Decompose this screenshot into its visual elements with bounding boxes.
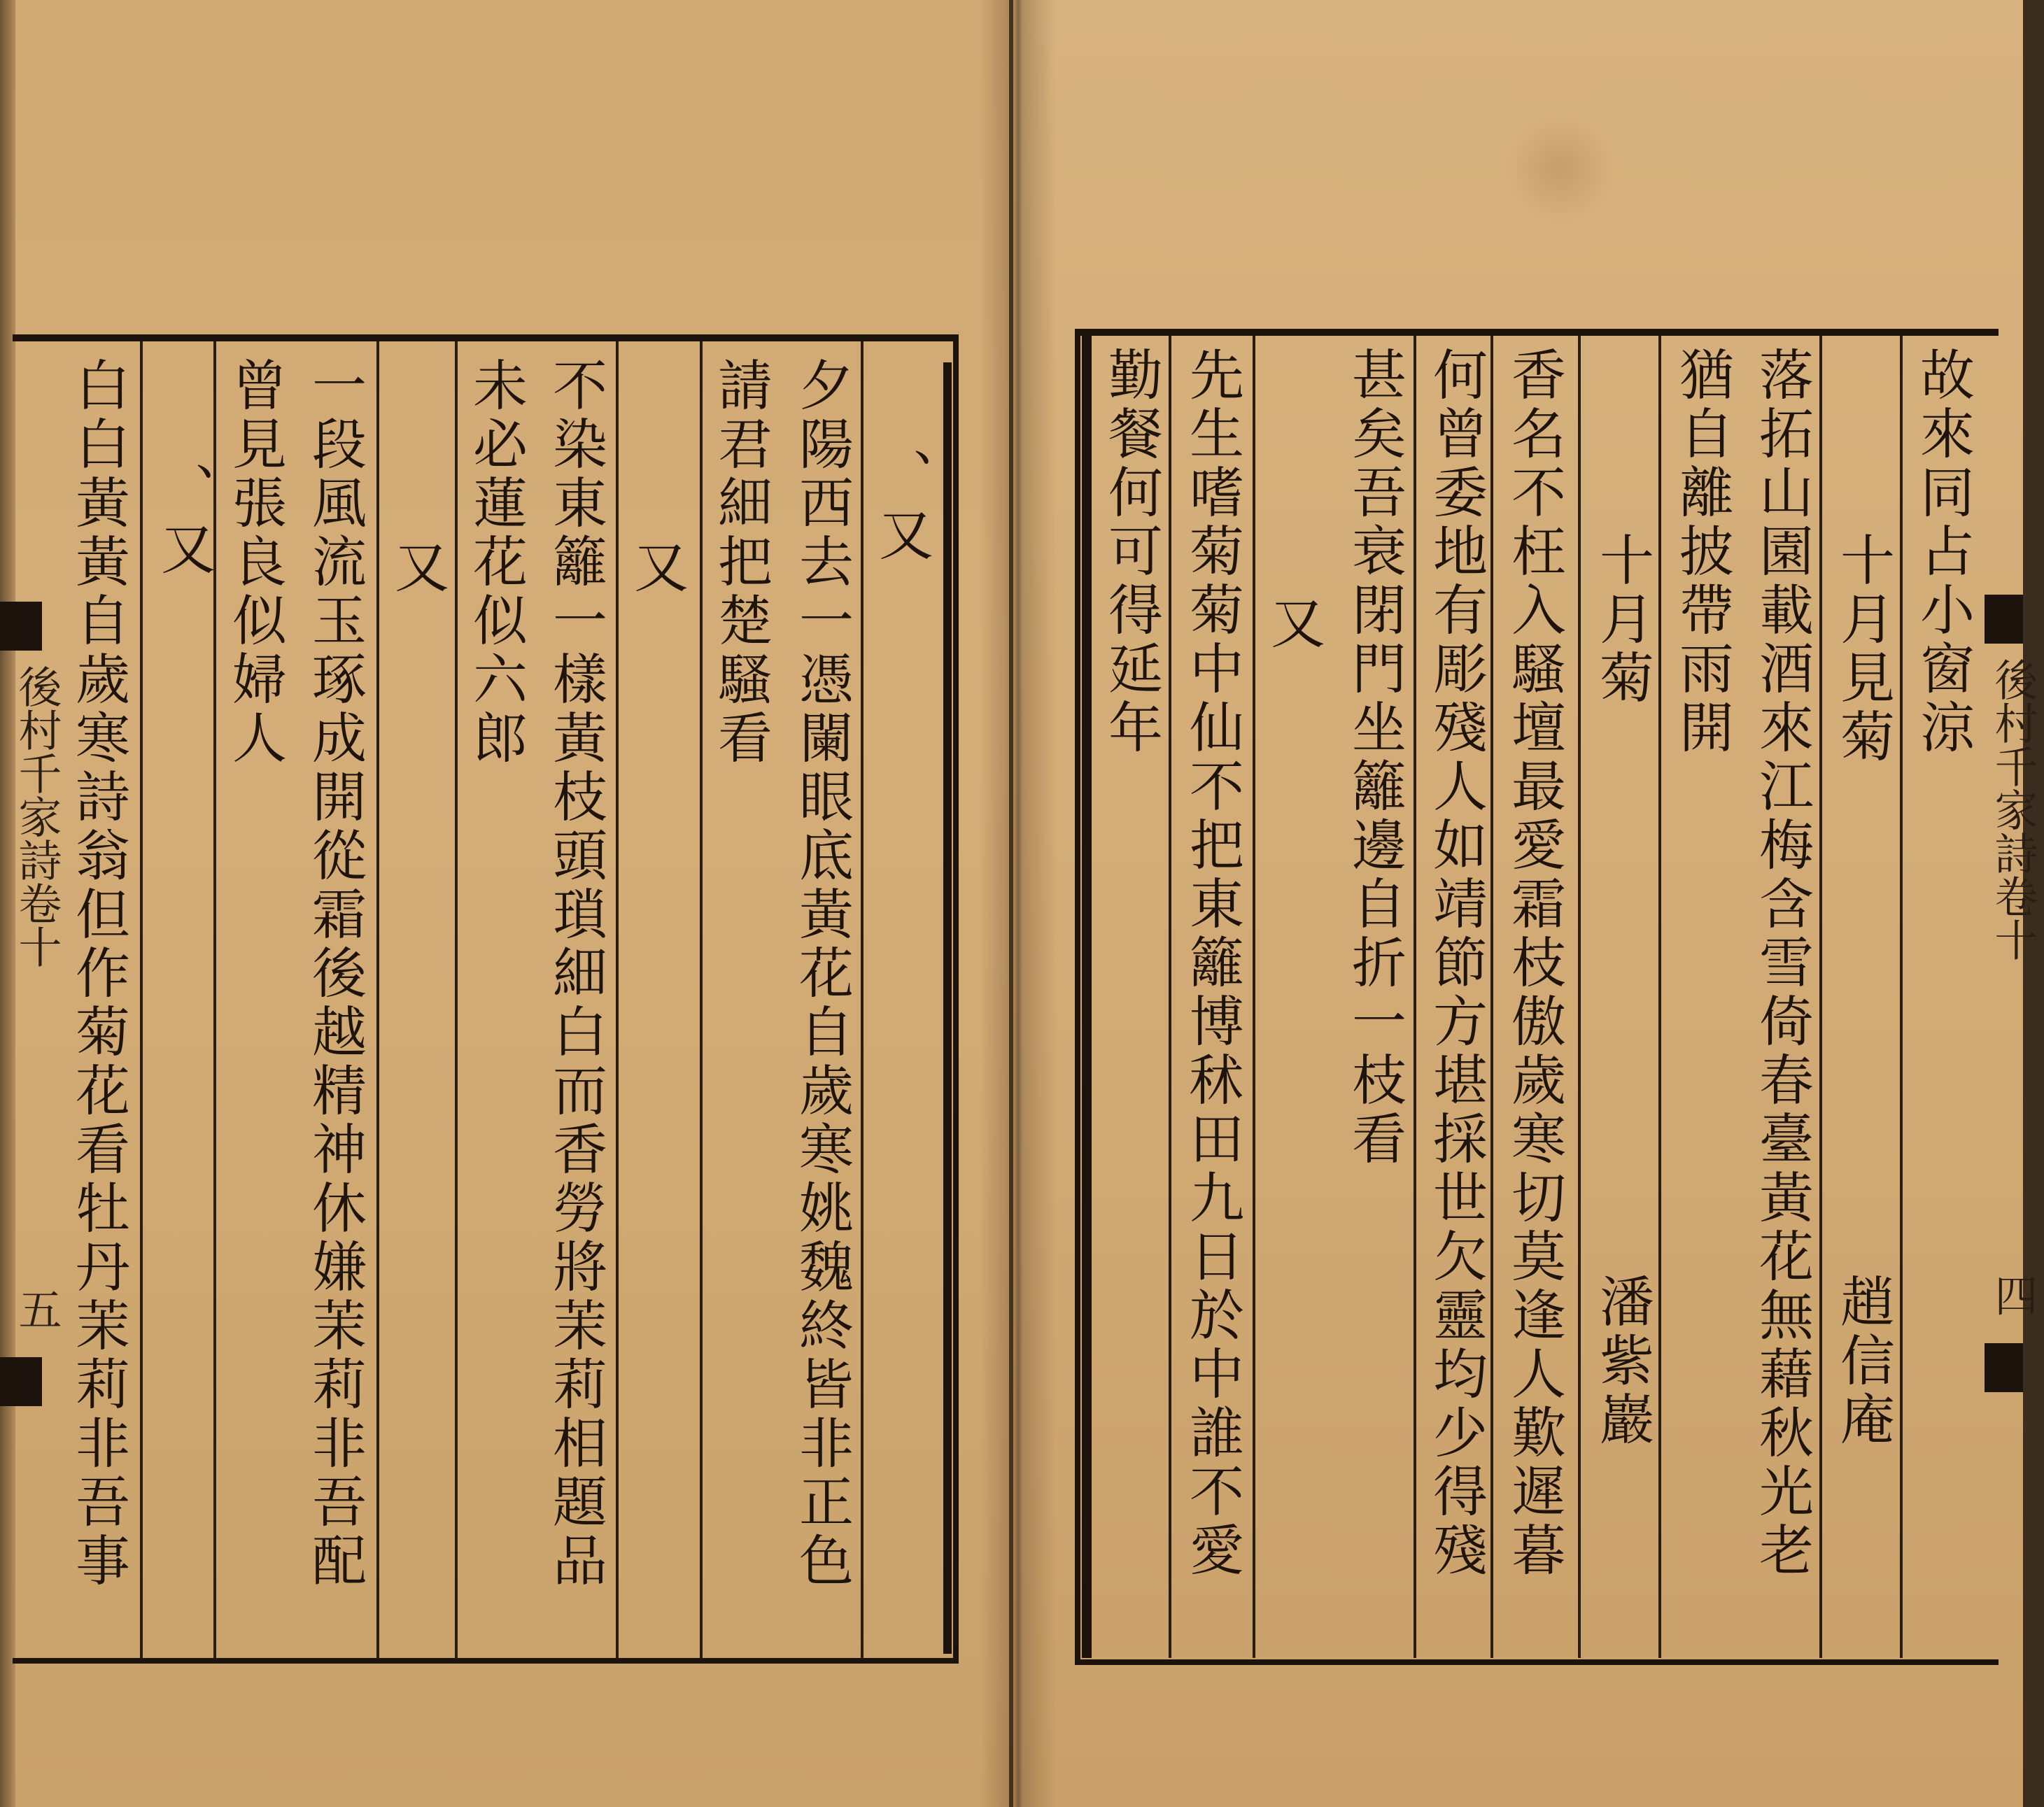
- verse-line: 落拓山園載酒來江梅含雪倚春臺黃花無藉秋光老: [1750, 346, 1813, 1580]
- verse-line: 香名不枉入騷壇最愛霜枝傲歲寒切莫逢人歎遲暮: [1502, 346, 1565, 1580]
- verse-line: 未必蓮花似六郎: [464, 357, 527, 768]
- poem-author: 潘紫巖: [1591, 1273, 1654, 1450]
- fishtail-mark: [0, 602, 42, 651]
- fishtail-mark: [1985, 595, 2023, 644]
- verse-line: 一段風流玉琢成開從霜後越精神休嫌茉莉非吾配: [303, 357, 366, 1591]
- verse-line: 夕陽西去一憑闌眼底黃花自歲寒姚魏終皆非正色: [790, 357, 853, 1591]
- column-rule: [1253, 336, 1255, 1658]
- verse-line: 不染東籬一樣黃枝頭瑣細白而香勞將茉莉相題品: [544, 357, 607, 1591]
- book-gutter: [980, 0, 1057, 1807]
- verse-heading: 又: [1262, 595, 1325, 653]
- left-frame-inner-edge: [943, 362, 952, 1654]
- verse-line: 請君細把楚騷看: [709, 357, 772, 768]
- verse-line: 曾見張良似婦人: [223, 357, 286, 768]
- column-rule: [1578, 336, 1581, 1658]
- verse-line: 何曾委地有彫殘人如靖節方堪採世欠靈均少得殘: [1424, 346, 1487, 1580]
- margin-title: 後村千家詩卷十: [11, 665, 62, 968]
- verse-heading: 、又: [152, 462, 215, 579]
- right-frame-inner-edge: [1082, 336, 1092, 1658]
- verse-line: 白白黃黃自歲寒詩翁但作菊花看牡丹茉莉非吾事: [66, 357, 129, 1591]
- poem-author: 趙信庵: [1831, 1273, 1894, 1450]
- verse-heading: 又: [386, 539, 449, 597]
- poem-title: 十月菊: [1591, 532, 1654, 708]
- verse-line: 先生嗜菊菊中仙不把東籬博秫田九日於中誰不愛: [1180, 346, 1243, 1580]
- folio-number: 四: [1987, 1273, 2038, 1317]
- poem-title: 十月見菊: [1831, 532, 1894, 767]
- verse-heading: 又: [625, 539, 688, 597]
- fishtail-mark: [1985, 1343, 2023, 1392]
- verse-heading: 、又: [870, 448, 933, 565]
- verse-line: 故來同占小窗涼: [1911, 346, 1974, 758]
- folio-number: 五: [11, 1287, 62, 1331]
- verse-line: 勤餐何可得延年: [1099, 346, 1162, 758]
- verse-line: 猶自離披帶雨開: [1670, 346, 1733, 758]
- fishtail-mark: [0, 1357, 42, 1406]
- verse-line: 甚矣吾衰閉門坐籬邊自折一枝看: [1343, 346, 1406, 1169]
- paper-stain: [1504, 112, 1616, 224]
- margin-title: 後村千家詩卷十: [1987, 658, 2038, 961]
- column-rule: [140, 341, 143, 1658]
